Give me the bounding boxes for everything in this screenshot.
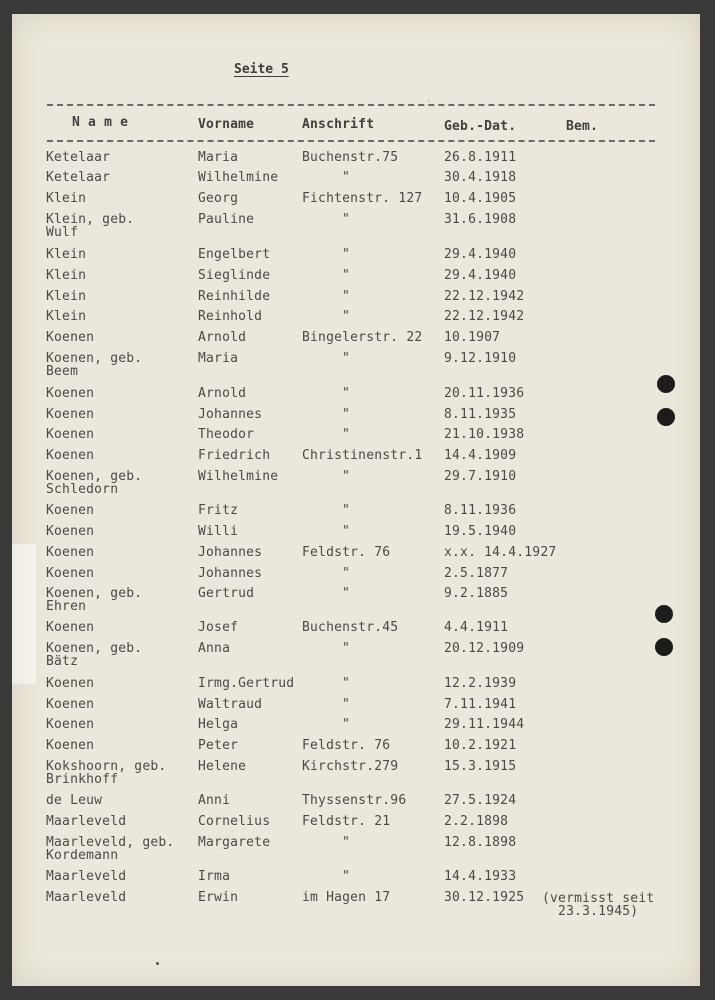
header-bem: Bem. bbox=[566, 119, 599, 134]
entry-vorname: Reinhold bbox=[198, 309, 263, 324]
entry-name: Koenen bbox=[46, 427, 95, 442]
entry-vorname: Reinhilde bbox=[198, 289, 271, 304]
page-title: Seite 5 bbox=[234, 62, 289, 77]
entry-geb-dat: 10.2.1921 bbox=[444, 738, 517, 753]
entry-row bbox=[12, 891, 700, 921]
entry-anschrift: " bbox=[342, 212, 351, 227]
entry-vorname: Willi bbox=[198, 524, 239, 539]
entry-vorname: Engelbert bbox=[198, 247, 271, 262]
entry-geb-dat: 4.4.1911 bbox=[444, 620, 509, 635]
entry-name: Koenen bbox=[46, 503, 95, 518]
entry-vorname: Waltraud bbox=[198, 697, 263, 712]
entry-geb-dat: 22.12.1942 bbox=[444, 289, 525, 304]
entry-anschrift: " bbox=[342, 697, 351, 712]
entry-geb-dat: 12.2.1939 bbox=[444, 676, 517, 691]
entry-geb-dat: 29.11.1944 bbox=[444, 717, 525, 732]
entry-vorname: Anna bbox=[198, 641, 231, 656]
entry-vorname: Margarete bbox=[198, 835, 271, 850]
entry-anschrift: " bbox=[342, 524, 351, 539]
entry-anschrift: Bingelerstr. 22 bbox=[302, 330, 423, 345]
paper-speck bbox=[156, 962, 159, 965]
entry-name: Klein bbox=[46, 247, 87, 262]
entry-anschrift: Buchenstr.45 bbox=[302, 620, 399, 635]
entry-geb-dat: 9.2.1885 bbox=[444, 586, 509, 601]
entry-name: Klein bbox=[46, 191, 87, 206]
entry-vorname: Johannes bbox=[198, 545, 263, 560]
entry-vorname: Arnold bbox=[198, 386, 247, 401]
entry-name: Koenen bbox=[46, 448, 95, 463]
entry-anschrift: Buchenstr.75 bbox=[302, 150, 399, 165]
entry-anschrift: " bbox=[342, 869, 351, 884]
entry-name: Koenen, geb. Ehren bbox=[46, 586, 143, 614]
entry-vorname: Helga bbox=[198, 717, 239, 732]
entry-geb-dat: 2.5.1877 bbox=[444, 566, 509, 581]
entry-geb-dat: 27.5.1924 bbox=[444, 793, 517, 808]
entry-vorname: Wilhelmine bbox=[198, 170, 279, 185]
entry-vorname: Theodor bbox=[198, 427, 255, 442]
entry-vorname: Georg bbox=[198, 191, 239, 206]
entry-geb-dat: 12.8.1898 bbox=[444, 835, 517, 850]
entry-anschrift: Kirchstr.279 bbox=[302, 759, 399, 774]
entry-geb-dat: 7.11.1941 bbox=[444, 697, 517, 712]
entry-geb-dat: 29.4.1940 bbox=[444, 268, 517, 283]
entry-row bbox=[12, 760, 700, 790]
entry-vorname: Gertrud bbox=[198, 586, 255, 601]
entry-geb-dat: 20.12.1909 bbox=[444, 641, 525, 656]
header-anschrift: Anschrift bbox=[302, 117, 375, 132]
entry-vorname: Anni bbox=[198, 793, 231, 808]
entry-row bbox=[12, 352, 700, 382]
entry-anschrift: " bbox=[342, 309, 351, 324]
entry-name: Koenen bbox=[46, 676, 95, 691]
entry-geb-dat: 30.4.1918 bbox=[444, 170, 517, 185]
header-tick-mark: ` bbox=[427, 100, 432, 109]
entry-geb-dat: 14.4.1933 bbox=[444, 869, 517, 884]
entry-geb-dat: 29.4.1940 bbox=[444, 247, 517, 262]
entry-name: Klein bbox=[46, 268, 87, 283]
entry-geb-dat: 2.2.1898 bbox=[444, 814, 509, 829]
entry-geb-dat: 29.7.1910 bbox=[444, 469, 517, 484]
entry-name: Klein bbox=[46, 309, 87, 324]
entry-geb-dat: 10.4.1905 bbox=[444, 191, 517, 206]
entry-geb-dat: 19.5.1940 bbox=[444, 524, 517, 539]
entry-vorname: Irmg.Gertrud bbox=[198, 676, 295, 691]
entry-anschrift: " bbox=[342, 427, 351, 442]
entry-name: Maarleveld bbox=[46, 869, 127, 884]
entry-anschrift: " bbox=[342, 268, 351, 283]
entry-anschrift: Feldstr. 21 bbox=[302, 814, 391, 829]
header-rule-top bbox=[47, 104, 655, 106]
entry-vorname: Peter bbox=[198, 738, 239, 753]
entry-name: Koenen, geb. Bätz bbox=[46, 641, 143, 669]
entry-name: Koenen bbox=[46, 738, 95, 753]
entry-vorname: Maria bbox=[198, 351, 239, 366]
entry-geb-dat: 9.12.1910 bbox=[444, 351, 517, 366]
entry-name: Koenen, geb. Beem bbox=[46, 351, 143, 379]
entry-anschrift: Fichtenstr. 127 bbox=[302, 191, 423, 206]
entry-name: Koenen bbox=[46, 545, 95, 560]
entry-vorname: Helene bbox=[198, 759, 247, 774]
entry-geb-dat: 14.4.1909 bbox=[444, 448, 517, 463]
entry-anschrift: " bbox=[342, 566, 351, 581]
entry-name: Maarleveld, geb. Kordemann bbox=[46, 835, 175, 863]
entry-anschrift: " bbox=[342, 717, 351, 732]
entry-row bbox=[12, 642, 700, 672]
entry-geb-dat: 30.12.1925 bbox=[444, 890, 525, 905]
entry-vorname: Johannes bbox=[198, 566, 263, 581]
entry-anschrift: " bbox=[342, 503, 351, 518]
entry-anschrift: " bbox=[342, 676, 351, 691]
entry-name: Maarleveld bbox=[46, 890, 127, 905]
entry-name: Koenen bbox=[46, 620, 95, 635]
entry-anschrift: Feldstr. 76 bbox=[302, 545, 391, 560]
entry-name: Koenen bbox=[46, 717, 95, 732]
header-vorname: Vorname bbox=[198, 117, 255, 132]
entry-name: Koenen bbox=[46, 524, 95, 539]
entry-vorname: Friedrich bbox=[198, 448, 271, 463]
entry-row bbox=[12, 836, 700, 866]
entry-anschrift: im Hagen 17 bbox=[302, 890, 391, 905]
entry-name: Klein bbox=[46, 289, 87, 304]
entry-name: Koenen bbox=[46, 386, 95, 401]
document-page bbox=[12, 14, 700, 986]
entry-anschrift: " bbox=[342, 289, 351, 304]
entry-geb-dat: 31.6.1908 bbox=[444, 212, 517, 227]
entry-anschrift: Christinenstr.1 bbox=[302, 448, 423, 463]
entry-vorname: Fritz bbox=[198, 503, 239, 518]
entry-vorname: Pauline bbox=[198, 212, 255, 227]
entry-vorname: Erwin bbox=[198, 890, 239, 905]
entry-name: Koenen bbox=[46, 566, 95, 581]
entry-anschrift: " bbox=[342, 641, 351, 656]
entry-anschrift: Thyssenstr.96 bbox=[302, 793, 407, 808]
entry-geb-dat: 8.11.1935 bbox=[444, 407, 517, 422]
entry-anschrift: " bbox=[342, 170, 351, 185]
entry-name: Koenen bbox=[46, 697, 95, 712]
entry-name: Kokshoorn, geb. Brinkhoff bbox=[46, 759, 167, 787]
entry-vorname: Arnold bbox=[198, 330, 247, 345]
entry-name: Ketelaar bbox=[46, 170, 111, 185]
entry-name: Maarleveld bbox=[46, 814, 127, 829]
header-geb-dat: Geb.-Dat. bbox=[444, 119, 517, 134]
entry-geb-dat: 26.8.1911 bbox=[444, 150, 517, 165]
entry-geb-dat: 10.1907 bbox=[444, 330, 501, 345]
entry-row bbox=[12, 470, 700, 500]
entry-name: Koenen bbox=[46, 330, 95, 345]
entry-vorname: Maria bbox=[198, 150, 239, 165]
entry-anschrift: " bbox=[342, 407, 351, 422]
entry-name: Ketelaar bbox=[46, 150, 111, 165]
entry-geb-dat: 8.11.1936 bbox=[444, 503, 517, 518]
entry-name: Koenen, geb. Schledorn bbox=[46, 469, 143, 497]
entry-anschrift: " bbox=[342, 386, 351, 401]
entry-anschrift: " bbox=[342, 835, 351, 850]
entry-geb-dat: 20.11.1936 bbox=[444, 386, 525, 401]
entry-anschrift: " bbox=[342, 351, 351, 366]
entry-name: Klein, geb. Wulf bbox=[46, 212, 135, 240]
entry-geb-dat: 21.10.1938 bbox=[444, 427, 525, 442]
entry-vorname: Irma bbox=[198, 869, 231, 884]
entry-name: de Leuw bbox=[46, 793, 103, 808]
entry-geb-dat: 22.12.1942 bbox=[444, 309, 525, 324]
entry-anschrift: " bbox=[342, 247, 351, 262]
entry-anschrift: " bbox=[342, 469, 351, 484]
entry-geb-dat: 15.3.1915 bbox=[444, 759, 517, 774]
entry-name: Koenen bbox=[46, 407, 95, 422]
entry-anschrift: Feldstr. 76 bbox=[302, 738, 391, 753]
entry-vorname: Johannes bbox=[198, 407, 263, 422]
entry-vorname: Cornelius bbox=[198, 814, 271, 829]
entry-anschrift: " bbox=[342, 586, 351, 601]
header-name: N a m e bbox=[72, 115, 129, 130]
entry-vorname: Wilhelmine bbox=[198, 469, 279, 484]
entry-row bbox=[12, 587, 700, 617]
entry-vorname: Josef bbox=[198, 620, 239, 635]
entry-geb-dat: x.x. 14.4.1927 bbox=[444, 545, 557, 560]
entry-row bbox=[12, 213, 700, 243]
entry-bem: (vermisst seit 23.3.1945) bbox=[542, 891, 655, 919]
header-rule-bottom bbox=[47, 140, 655, 142]
entry-vorname: Sieglinde bbox=[198, 268, 271, 283]
